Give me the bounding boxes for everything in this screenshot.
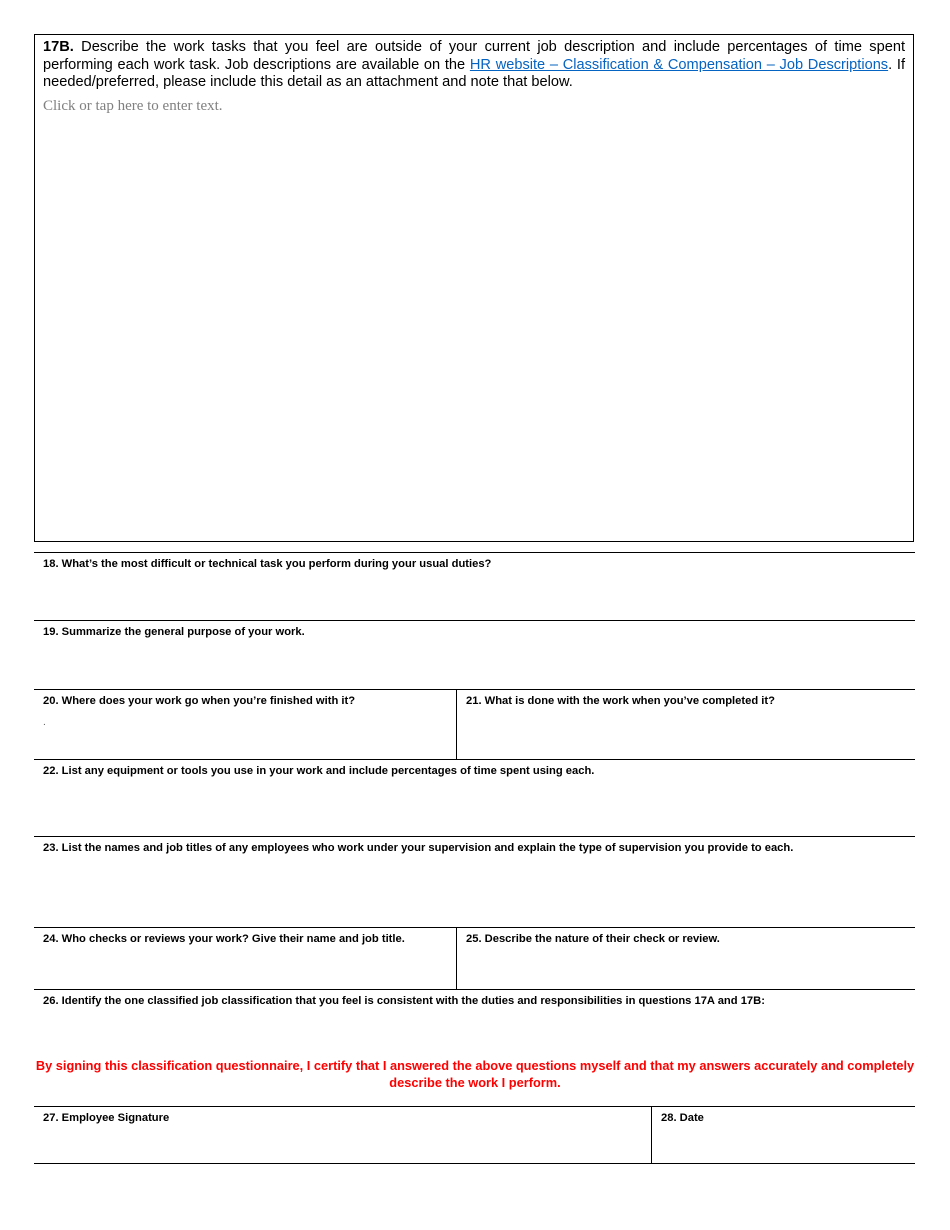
question-22-label: 22. List any equipment or tools you use in your work and include percentages of time spent using each.	[43, 765, 595, 777]
question-25-label: 25. Describe the nature of their check or review.	[466, 933, 720, 945]
question-23-field[interactable]	[34, 837, 915, 927]
question-23-row	[34, 836, 915, 927]
question-20-field[interactable]	[34, 690, 456, 759]
question-18-row	[34, 552, 915, 620]
question-17b-text-after: . If needed/preferred, please include this detail as an attachment and note that below.	[43, 56, 905, 90]
question-26-field[interactable]	[34, 990, 915, 1045]
question-17b-number: 17B.	[43, 39, 74, 55]
date-label: 28. Date	[661, 1112, 704, 1124]
question-22-row	[34, 759, 915, 836]
question-25-field[interactable]	[456, 928, 915, 989]
question-18-field[interactable]	[34, 553, 915, 620]
question-17b-text-before: Describe the work tasks that you feel are outside of your current job description and include percentages of time spent performing each work task. Job descriptions are available on the	[43, 39, 905, 73]
question-21-field[interactable]	[456, 690, 915, 759]
question-23-label: 23. List the names and job titles of any employees who work under your supervision and explain the type of supervision you provide to each.	[43, 842, 794, 854]
signature-row	[34, 1106, 915, 1164]
question-17b-prompt	[43, 39, 905, 92]
question-26-row	[34, 989, 915, 1045]
certification-statement: By signing this classification questionnaire, I certify that I answered the above questions myself and that my answers accurately and completely describe the work I perform.	[35, 1058, 915, 1090]
question-21-label: 21. What is done with the work when you’ve completed it?	[466, 695, 775, 707]
question-18-label: 18. What’s the most difficult or technical task you perform during your usual duties?	[43, 558, 492, 570]
question-19-row	[34, 620, 915, 689]
question-20-label: 20. Where does your work go when you’re finished with it?	[43, 695, 356, 707]
question-26-label: 26. Identify the one classified job classification that you feel is consistent with the duties and responsibilities in questions 17A and 17B:	[43, 995, 765, 1007]
question-24-25-row	[34, 927, 915, 989]
question-19-field[interactable]	[34, 621, 915, 689]
date-field[interactable]	[651, 1107, 915, 1163]
question-20-21-row	[34, 689, 915, 759]
question-19-label: 19. Summarize the general purpose of your work.	[43, 626, 305, 638]
employee-signature-label: 27. Employee Signature	[43, 1112, 170, 1124]
hr-website-link[interactable]: HR website – Classification & Compensation – Job Descriptions	[469, 56, 889, 73]
question-22-field[interactable]	[34, 760, 915, 836]
question-17b-answer-field[interactable]: Click or tap here to enter text.	[43, 97, 223, 114]
question-24-label: 24. Who checks or reviews your work? Give their name and job title.	[43, 933, 405, 945]
question-20-answer: .	[43, 717, 46, 728]
question-17b-box	[34, 34, 914, 542]
question-24-field[interactable]	[34, 928, 456, 989]
employee-signature-field[interactable]	[34, 1107, 651, 1163]
